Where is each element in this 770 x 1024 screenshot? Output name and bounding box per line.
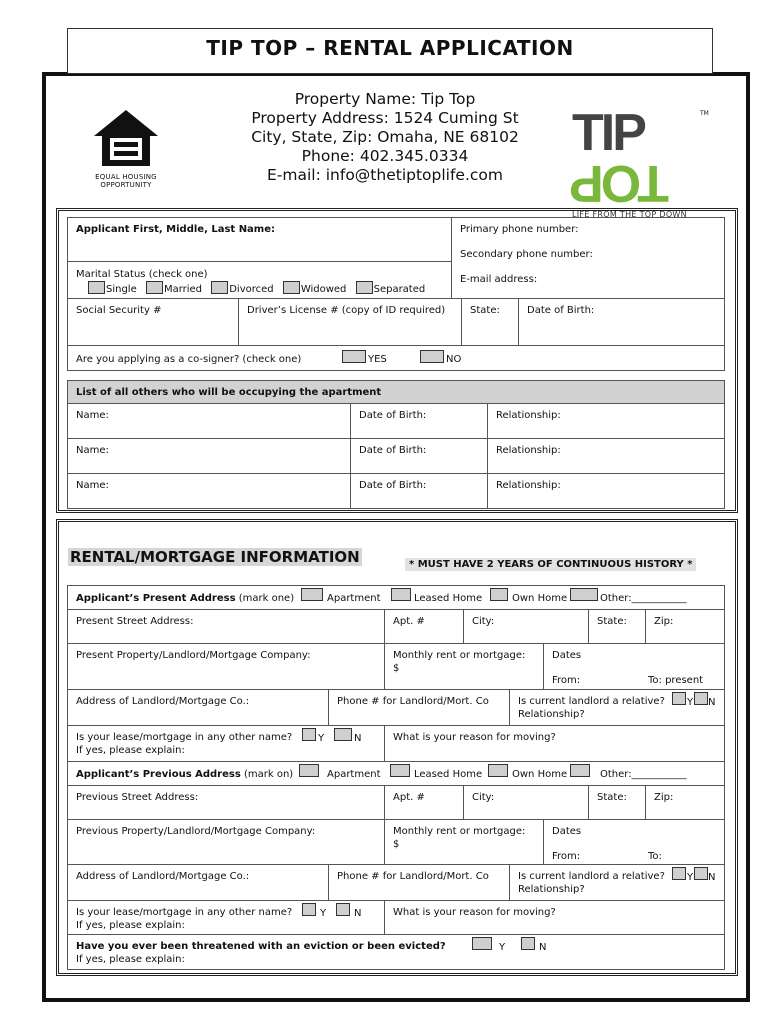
previous-state-cell[interactable] (588, 785, 646, 820)
dl-cell[interactable] (238, 298, 462, 346)
state-label: State: (470, 305, 500, 316)
previous-company-label: Previous Property/Landlord/Mortgage Company: (76, 826, 316, 837)
previous-relationship-label: Relationship? (518, 884, 585, 895)
occupant-dob-2[interactable] (350, 438, 488, 474)
present-city-label: City: (472, 616, 495, 627)
present-other-checkbox[interactable] (570, 588, 598, 601)
previous-lease-n-label: N (354, 908, 362, 919)
previous-to-label: To: (648, 851, 662, 862)
dob-cell[interactable] (518, 298, 725, 346)
cosigner-yes-checkbox[interactable] (342, 350, 366, 363)
property-phone: Phone: 402.345.0334 (301, 147, 469, 165)
divorced-label: Divorced (229, 284, 274, 295)
present-lease-name-cell (67, 725, 385, 762)
cosigner-yes-label: YES (368, 354, 387, 365)
occupant-relationship-label: Relationship: (496, 410, 561, 421)
present-zip-label: Zip: (654, 616, 674, 627)
present-relative-y-checkbox[interactable] (672, 692, 686, 705)
present-other-label: Other:___________ (600, 593, 687, 604)
present-address-label: Applicant’s Present Address (76, 593, 236, 604)
eviction-y-label: Y (499, 942, 506, 953)
cosigner-label: Are you applying as a co-signer? (check one) (76, 354, 302, 365)
previous-zip-label: Zip: (654, 792, 674, 803)
phone-email-cell[interactable] (451, 217, 725, 299)
present-mark-label: (mark one) (238, 593, 295, 604)
previous-lease-n-checkbox[interactable] (336, 903, 350, 916)
eviction-label: Have you ever been threatened with an eviction or been evicted? (76, 941, 446, 952)
previous-other-label: Other:___________ (600, 769, 687, 780)
rental-title-text: RENTAL/MORTGAGE INFORMATION (70, 548, 360, 566)
previous-address-type-row (67, 761, 725, 786)
married-checkbox[interactable] (146, 281, 163, 294)
house-icon (92, 108, 160, 168)
present-moving-cell[interactable] (384, 725, 725, 762)
eviction-y-checkbox[interactable] (472, 937, 492, 950)
tiptop-logo (572, 104, 712, 219)
present-zip-cell[interactable] (645, 609, 725, 644)
previous-monthly-cell[interactable] (384, 819, 544, 865)
present-address-type-row (67, 585, 725, 610)
state-cell[interactable] (461, 298, 519, 346)
rental-title (68, 547, 362, 566)
eho-line2: OPPORTUNITY (100, 180, 152, 189)
present-landlord-address-cell[interactable] (67, 689, 329, 726)
applicant-name-label: Applicant First, Middle, Last Name: (76, 224, 276, 235)
present-lease-q-label: Is your lease/mortgage in any other name? (76, 732, 293, 743)
previous-lease-name-cell (67, 900, 385, 935)
occupant-dob-label: Date of Birth: (359, 480, 427, 491)
present-street-cell[interactable] (67, 609, 385, 644)
previous-mark-label: (mark on) (244, 769, 294, 780)
previous-relative-y-label: Y (687, 872, 694, 883)
logo-top: TOP (572, 154, 669, 212)
previous-zip-cell[interactable] (645, 785, 725, 820)
previous-landlord-address-label: Address of Landlord/Mortgage Co.: (76, 871, 250, 882)
present-from-label: From: (552, 675, 581, 686)
occupant-name-label: Name: (76, 480, 109, 491)
cosigner-no-checkbox[interactable] (420, 350, 444, 363)
present-relative-n-checkbox[interactable] (694, 692, 708, 705)
eviction-explain-label: If yes, please explain: (76, 954, 185, 965)
email-label: E-mail address: (460, 274, 538, 285)
dob-label: Date of Birth: (527, 305, 595, 316)
must-note (405, 552, 696, 571)
present-dates-cell[interactable] (543, 643, 725, 690)
previous-own-label: Own Home (512, 769, 568, 780)
previous-leased-label: Leased Home (414, 769, 483, 780)
previous-street-cell[interactable] (67, 785, 385, 820)
divorced-checkbox[interactable] (211, 281, 228, 294)
present-lease-n-label: N (354, 733, 362, 744)
property-address: Property Address: 1524 Cuming St (251, 109, 519, 127)
present-landlord-phone-label: Phone # for Landlord/Mort. Co (337, 696, 489, 707)
cosigner-no-label: NO (446, 354, 462, 365)
present-relative-cell (509, 689, 725, 726)
previous-landlord-address-cell[interactable] (67, 864, 329, 901)
previous-own-checkbox[interactable] (488, 764, 508, 777)
previous-city-cell[interactable] (463, 785, 589, 820)
previous-lease-q-label: Is your lease/mortgage in any other name? (76, 907, 293, 918)
present-landlord-phone-cell[interactable] (328, 689, 510, 726)
previous-apartment-label: Apartment (327, 769, 381, 780)
present-lease-n-checkbox[interactable] (334, 728, 352, 741)
marital-status-cell (67, 261, 452, 299)
present-landlord-address-label: Address of Landlord/Mortgage Co.: (76, 696, 250, 707)
eviction-n-label: N (539, 942, 547, 953)
previous-moving-cell[interactable] (384, 900, 725, 935)
present-apartment-label: Apartment (327, 593, 381, 604)
present-monthly-cell[interactable] (384, 643, 544, 690)
present-relative-label: Is current landlord a relative? (518, 696, 665, 707)
previous-company-cell[interactable] (67, 819, 385, 865)
previous-lease-y-checkbox[interactable] (302, 903, 316, 916)
previous-moving-label: What is your reason for moving? (393, 907, 556, 918)
previous-landlord-phone-cell[interactable] (328, 864, 510, 901)
eviction-n-checkbox[interactable] (521, 937, 535, 950)
occupant-name-label: Name: (76, 445, 109, 456)
present-relative-n-label: N (708, 697, 716, 708)
previous-relative-cell (509, 864, 725, 901)
logo-tip: TIP (572, 104, 644, 162)
present-dates-label: Dates (552, 650, 582, 661)
present-lease-y-checkbox[interactable] (302, 728, 316, 741)
occupant-name-1[interactable] (67, 403, 351, 439)
marital-label: Marital Status (check one) (76, 269, 208, 280)
previous-monthly-label: Monthly rent or mortgage: (393, 826, 526, 837)
logo-tagline: LIFE FROM THE TOP DOWN (572, 210, 687, 219)
separated-checkbox[interactable] (356, 281, 373, 294)
eho-line1: EQUAL HOUSING (95, 173, 157, 181)
previous-explain-label: If yes, please explain: (76, 920, 185, 931)
applicant-name-cell[interactable] (67, 217, 452, 262)
ssn-label: Social Security # (76, 305, 162, 316)
occupant-relationship-2[interactable] (487, 438, 725, 474)
present-own-label: Own Home (512, 593, 568, 604)
ssn-cell[interactable] (67, 298, 239, 346)
dl-label: Driver’s License # (copy of ID required) (247, 305, 446, 316)
occupant-name-3[interactable] (67, 473, 351, 509)
present-state-cell[interactable] (588, 609, 646, 644)
previous-other-checkbox[interactable] (570, 764, 590, 777)
previous-relative-y-checkbox[interactable] (672, 867, 686, 880)
previous-dollar-sign: $ (393, 839, 400, 850)
present-dollar-sign: $ (393, 663, 400, 674)
present-monthly-label: Monthly rent or mortgage: (393, 650, 526, 661)
present-own-checkbox[interactable] (490, 588, 508, 601)
single-label: Single (106, 284, 137, 295)
property-name: Property Name: Tip Top (294, 90, 476, 108)
logo-tm: TM (700, 110, 709, 117)
previous-address-label: Applicant’s Previous Address (76, 769, 241, 780)
equal-housing-logo (92, 108, 160, 189)
occupant-dob-label: Date of Birth: (359, 410, 427, 421)
present-state-label: State: (597, 616, 627, 627)
separated-label: Separated (373, 284, 426, 295)
present-relative-y-label: Y (687, 697, 694, 708)
previous-relative-label: Is current landlord a relative? (518, 871, 665, 882)
previous-landlord-phone-label: Phone # for Landlord/Mort. Co (337, 871, 489, 882)
present-company-label: Present Property/Landlord/Mortgage Company: (76, 650, 311, 661)
previous-apt-label: Apt. # (393, 792, 425, 803)
property-city: City, State, Zip: Omaha, NE 68102 (251, 128, 519, 146)
present-leased-checkbox[interactable] (391, 588, 411, 601)
present-lease-y-label: Y (318, 733, 325, 744)
present-to-label: To: present (648, 675, 704, 686)
primary-phone-label: Primary phone number: (460, 224, 579, 235)
single-checkbox[interactable] (88, 281, 105, 294)
present-leased-label: Leased Home (414, 593, 483, 604)
widowed-checkbox[interactable] (283, 281, 300, 294)
previous-state-label: State: (597, 792, 627, 803)
previous-lease-y-label: Y (320, 908, 327, 919)
present-relationship-label: Relationship? (518, 709, 585, 720)
previous-dates-cell[interactable] (543, 819, 725, 865)
present-apt-cell[interactable] (384, 609, 464, 644)
present-street-label: Present Street Address: (76, 616, 194, 627)
previous-relative-n-label: N (708, 872, 716, 883)
married-label: Married (163, 284, 203, 295)
occupant-relationship-3[interactable] (487, 473, 725, 509)
previous-street-label: Previous Street Address: (76, 792, 199, 803)
present-explain-label: If yes, please explain: (76, 745, 185, 756)
previous-leased-checkbox[interactable] (390, 764, 410, 777)
present-moving-label: What is your reason for moving? (393, 732, 556, 743)
eviction-cell (67, 934, 725, 970)
occupant-name-2[interactable] (67, 438, 351, 474)
present-city-cell[interactable] (463, 609, 589, 644)
occupant-dob-label: Date of Birth: (359, 445, 427, 456)
previous-city-label: City: (472, 792, 495, 803)
occupants-header-label: List of all others who will be occupying the apartment (76, 387, 382, 398)
occupant-relationship-1[interactable] (487, 403, 725, 439)
occupants-header (67, 380, 725, 404)
previous-relative-n-checkbox[interactable] (694, 867, 708, 880)
cosigner-cell (67, 345, 725, 371)
occupant-dob-3[interactable] (350, 473, 488, 509)
property-info (200, 90, 570, 185)
previous-from-label: From: (552, 851, 581, 862)
secondary-phone-label: Secondary phone number: (460, 249, 593, 260)
occupant-name-label: Name: (76, 410, 109, 421)
present-apartment-checkbox[interactable] (301, 588, 323, 601)
property-email: E-mail: info@thetiptoplife.com (266, 166, 503, 184)
present-company-cell[interactable] (67, 643, 385, 690)
occupant-dob-1[interactable] (350, 403, 488, 439)
previous-apartment-checkbox[interactable] (299, 764, 319, 777)
present-apt-label: Apt. # (393, 616, 425, 627)
must-note-text: * MUST HAVE 2 YEARS OF CONTINUOUS HISTORY * (405, 558, 696, 571)
previous-dates-label: Dates (552, 826, 582, 837)
form-title: TIP TOP – RENTAL APPLICATION (67, 28, 713, 74)
previous-apt-cell[interactable] (384, 785, 464, 820)
occupant-relationship-label: Relationship: (496, 480, 561, 491)
widowed-label: Widowed (300, 284, 347, 295)
occupant-relationship-label: Relationship: (496, 445, 561, 456)
